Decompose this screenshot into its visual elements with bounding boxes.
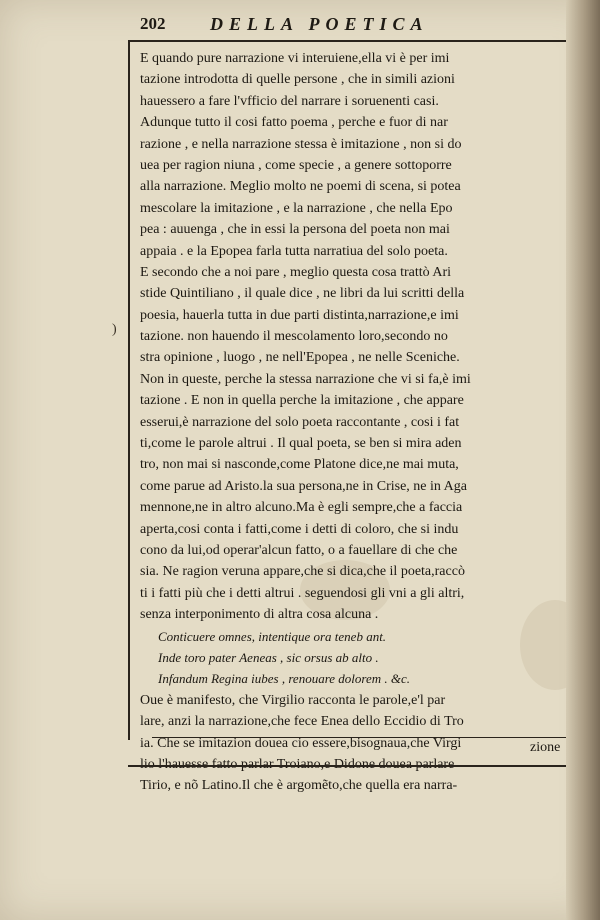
text-line: poesia, hauerla tutta in due parti distinta,narrazione,e imi bbox=[140, 307, 459, 323]
text-line: ia. Che se imitazion douea cio essere,bisognaua,che Virgi bbox=[140, 735, 462, 751]
text-line: Non in queste, perche la stessa narrazione che vi si fa,è imi bbox=[140, 371, 471, 387]
text-line: E quando pure narrazione vi interuiene,ella vi è per imi bbox=[140, 51, 450, 66]
text-line: ti,come le parole altrui . Il qual poeta, se ben si mira aden bbox=[140, 436, 462, 452]
verse-line: Conticuere omnes, intentique ora teneb ant. bbox=[158, 628, 387, 644]
text-line: razione , e nella narrazione stessa è imitazione , non si do bbox=[140, 136, 462, 152]
text-line: come parue ad Aristo.la sua persona,ne in Crise, ne in Aga bbox=[140, 478, 467, 494]
text-line: hauessero a fare l'vfficio del narrare i soruenenti casi. bbox=[140, 93, 439, 109]
text-line: lio l'hauesse fatto parlar Troiano,e Didone douea parlare bbox=[140, 756, 455, 772]
text-line: stra opinione , luogo , ne nell'Epopea , ne nelle Sceniche. bbox=[140, 350, 460, 366]
text-line: alla narrazione. Meglio molto ne poemi di scena, si potea bbox=[140, 179, 461, 195]
top-rule bbox=[128, 40, 578, 42]
text-line: tazione. non hauendo il mescolamento loro,secondo no bbox=[140, 329, 448, 345]
text-line: tazione . E non in quella perche la imitazione , che appare bbox=[140, 393, 464, 409]
verse-line: Infandum Regina iubes , renouare dolorem . &c. bbox=[158, 671, 411, 687]
text-line: stide Quintiliano , il quale dice , ne libri da lui scritti della bbox=[140, 286, 465, 302]
text-line: cono da lui,od operar'alcun fatto, o a fauellare di che che bbox=[140, 542, 458, 558]
text-line: tazione introdotta di quelle persone , che in simili azioni bbox=[140, 72, 455, 88]
text-line: ti i fatti più che i detti altrui . seguendosi gli vni a gli altri, bbox=[140, 585, 465, 601]
text-line: esserui,è narrazione del solo poeta raccontante , cosi i fat bbox=[140, 414, 460, 430]
text-line: pea : auuenga , che in essi la persona del poeta non mai bbox=[140, 222, 450, 238]
running-title: DELLA POETICA bbox=[210, 14, 429, 34]
page-header bbox=[140, 14, 560, 40]
bottom-rule-outer bbox=[128, 765, 588, 767]
catchword: zione bbox=[530, 740, 561, 755]
text-line: uea per ragion niuna , come specie , a genere sottoporre bbox=[140, 157, 452, 173]
body-text bbox=[140, 48, 582, 797]
text-line: sia. Ne ragion veruna appare,che si dica,che il poeta,raccò bbox=[140, 564, 465, 580]
page-number: 202 bbox=[140, 14, 166, 33]
text-line: tro, non mai si nasconde,come Platone dice,ne mai muta, bbox=[140, 457, 459, 473]
text-line: Adunque tutto il cosi fatto poema , perche e fuor di nar bbox=[140, 115, 448, 131]
book-binding bbox=[566, 0, 600, 920]
text-line: E secondo che a noi pare , meglio questa cosa trattò Ari bbox=[140, 264, 452, 280]
bottom-rule bbox=[152, 737, 584, 738]
text-line: appaia . e la Epopea farla tutta narratiua del solo poeta. bbox=[140, 243, 448, 259]
text-line: Oue è manifesto, che Virgilio racconta le parole,e'l par bbox=[140, 692, 446, 708]
text-line: senza interponimento di altra cosa alcuna . bbox=[140, 607, 379, 623]
text-line: lare, anzi la narrazione,che fece Enea dello Eccidio di Tro bbox=[140, 714, 464, 730]
text-line: mescolare la imitazione , e la narrazione , che nella Epo bbox=[140, 200, 453, 216]
margin-mark: ) bbox=[112, 322, 117, 337]
text-line: aperta,cosi conta i fatti,come i detti di coloro, che si indu bbox=[140, 521, 459, 537]
text-line: mennone,ne in altro alcuno.Ma è egli sempre,che a faccia bbox=[140, 500, 463, 516]
verse-line: Inde toro pater Aeneas , sic orsus ab alto . bbox=[158, 649, 379, 665]
text-line: Tirio, e nõ Latino.Il che è argomẽto,che quella era narra- bbox=[140, 778, 458, 794]
